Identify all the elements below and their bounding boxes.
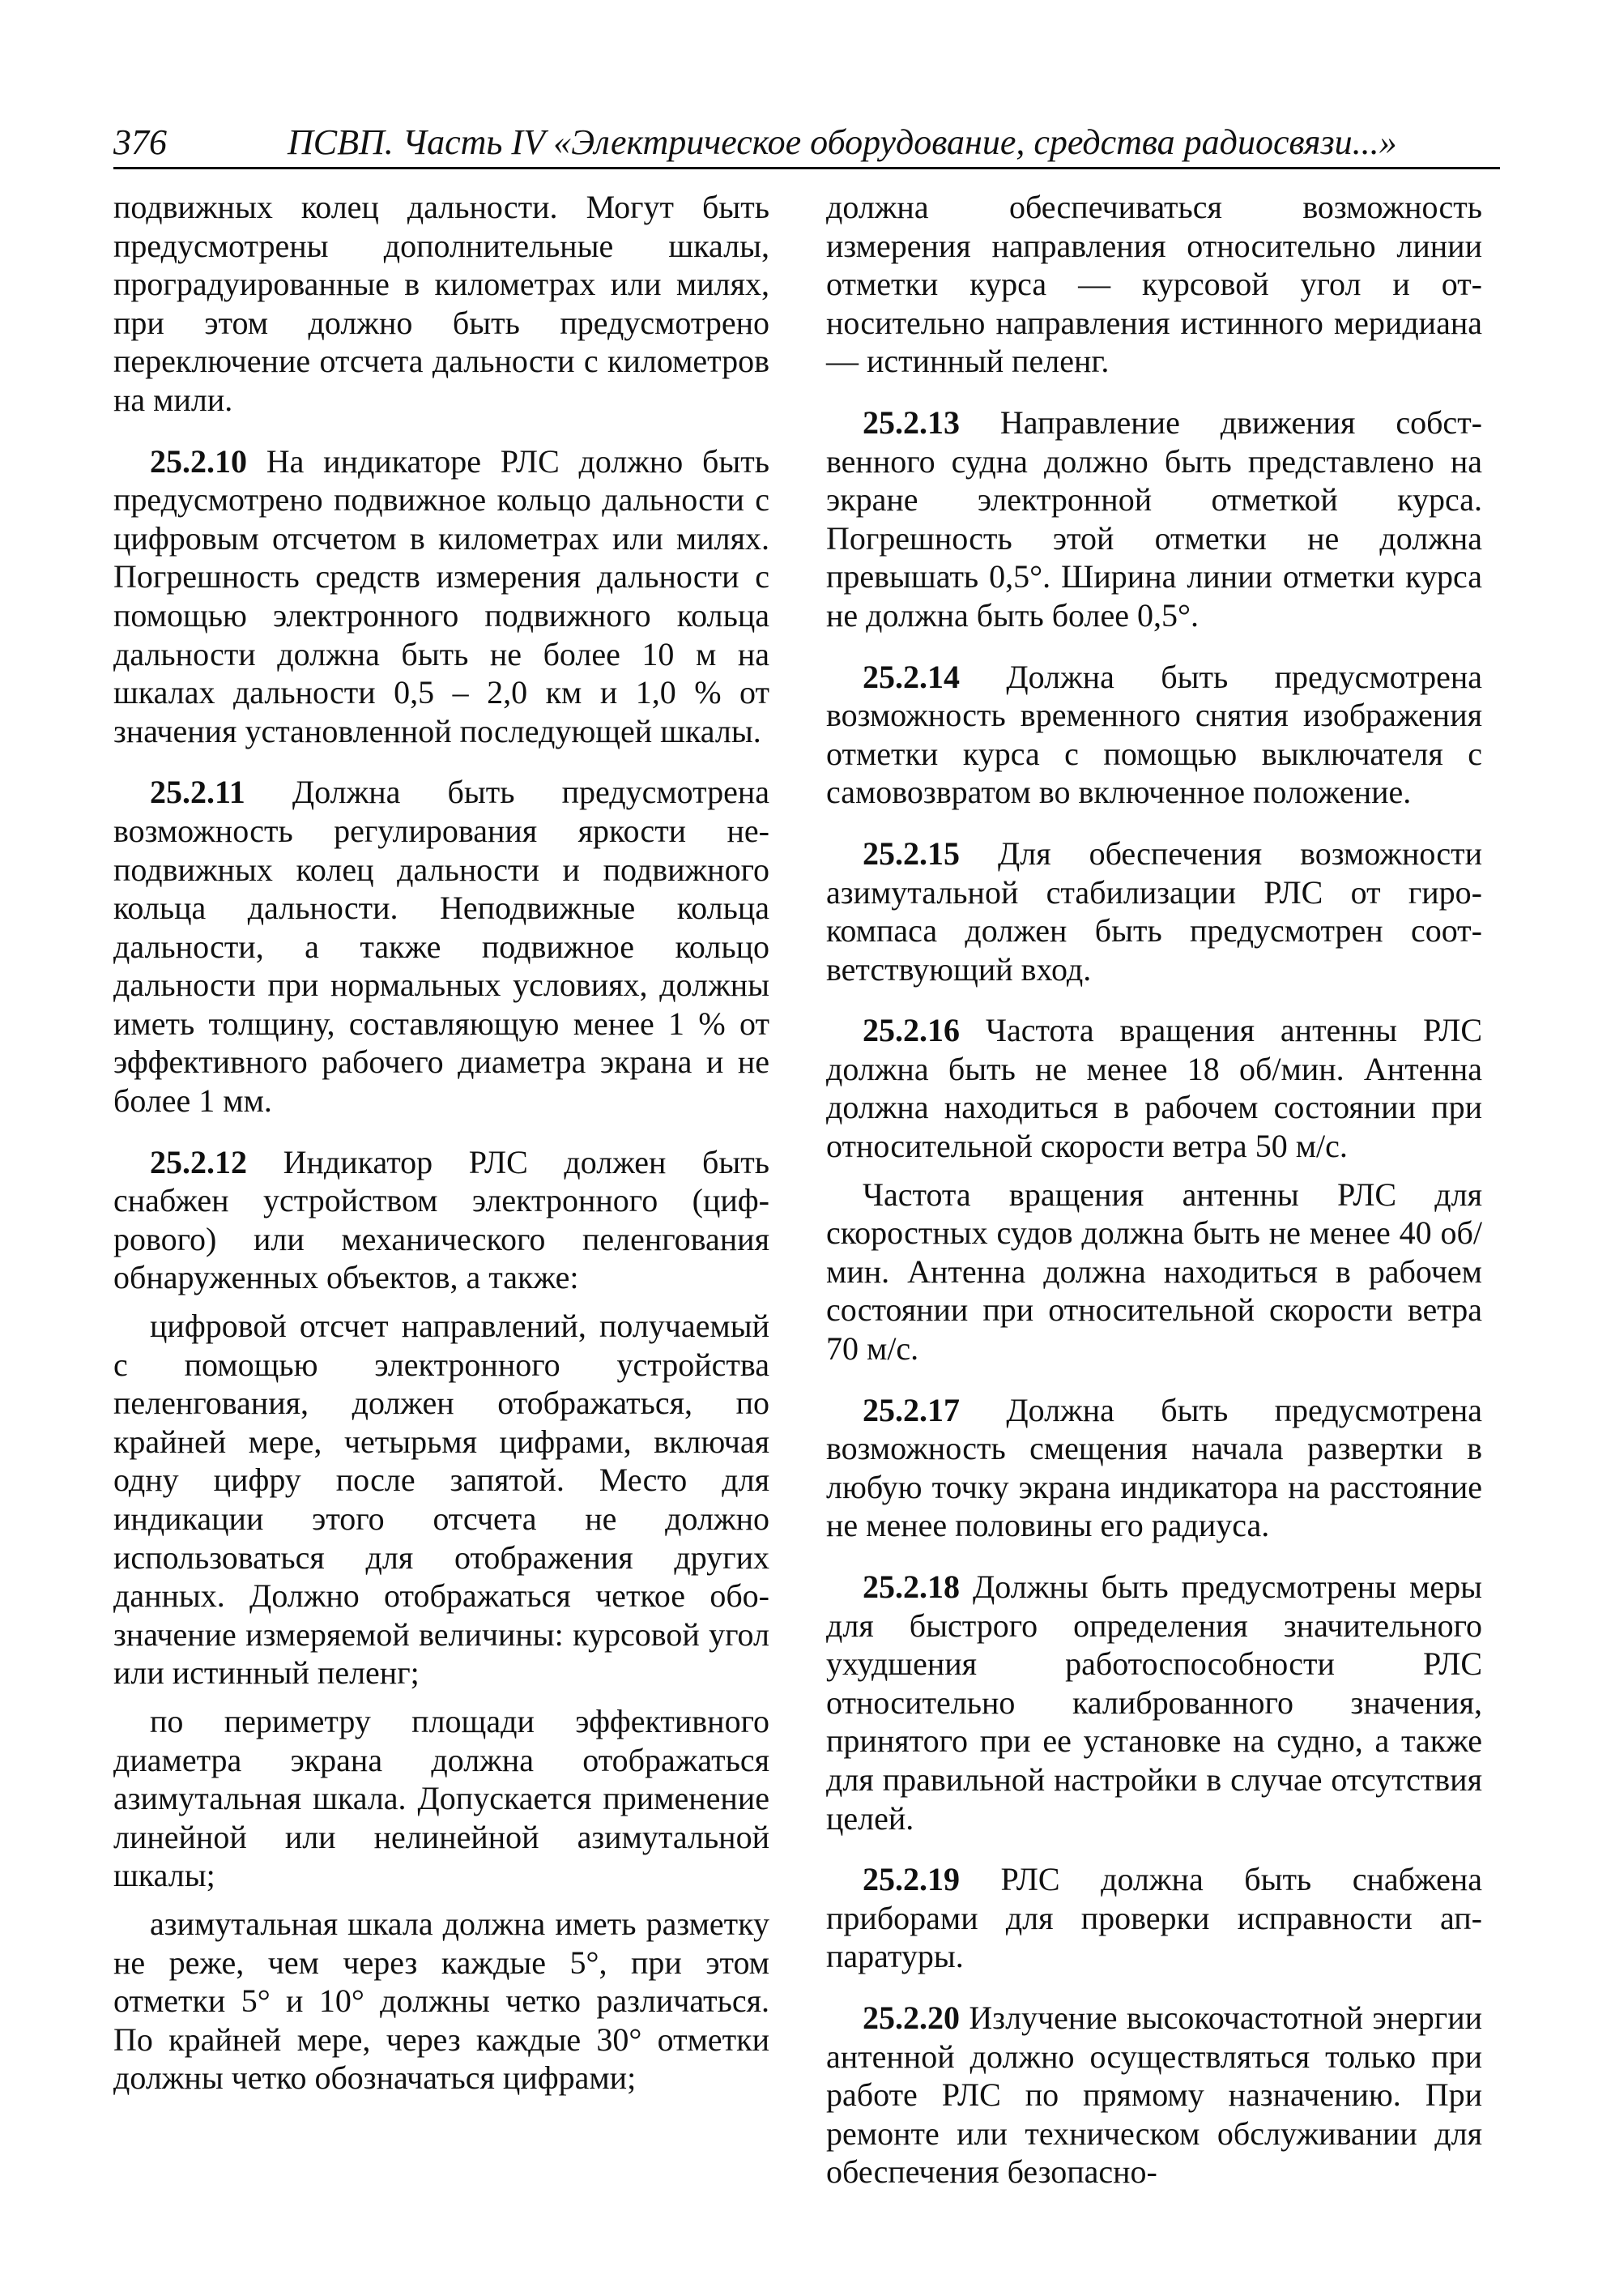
section-25-2-17 (826, 1391, 1482, 1545)
section-text: Должна быть предусмотрена возможность смещения начала развертки в любую точку экрана индикатора на расстояние не менее половины его радиуса. (826, 1391, 1482, 1544)
list-item: цифровой отсчет направлений, получаемый с помощью электронного устройства пеленгования, должен отображаться, по крайней мере, четырьмя цифрами, включая одну цифру после запятой. Место для индикации этого отсчета не должно использоваться для отображения других данных. Должно отображаться четкое обозначение измеряемой величины: курсовой угол или истинный пеленг; (113, 1308, 769, 1692)
right-column (826, 188, 1482, 2191)
section-number: 25.2.14 (863, 658, 960, 695)
section-text: РЛС должна быть снабжена приборами для проверки исправности аппаратуры. (826, 1861, 1482, 1975)
running-title: ПСВП. Часть IV «Электрическое оборудование, средства радиосвязи...» (288, 122, 1397, 162)
section-number: 25.2.17 (863, 1391, 960, 1428)
list-item: азимутальная шкала должна иметь разметку не реже, чем через каждые 5°, при этом отметки 5° и 10° должны четко различаться. По крайней мере, через каждые 30° отметки должны четко обозначаться цифрами; (113, 1905, 769, 2097)
section-25-2-15 (826, 834, 1482, 988)
running-header (113, 118, 1500, 169)
section-number: 25.2.19 (863, 1861, 960, 1898)
page-number: 376 (113, 122, 167, 162)
section-25-2-12 (113, 1143, 769, 1297)
section-text: Для обеспечения возможности азимутальной стабилизации РЛС от гирокомпаса должен быть предусмотрен соответствующий вход. (826, 834, 1483, 988)
section-number: 25.2.16 (863, 1012, 960, 1049)
section-text: Должна быть предусмотрена возможность регулирования яркости неподвижных колец дальности и подвижного кольца дальности. Неподвижные кольца дальности, а также подвижное кольцо дальности при нормальных условиях, должны иметь толщину, составляющую менее 1 % от эффективного рабочего диаметра экрана и не более 1 мм. (113, 774, 769, 1120)
section-number: 25.2.13 (863, 403, 960, 441)
section-text: Направление движения собственного судна должно быть представлено на экране электронной отметкой курса. Погрешность этой отметки не должна превышать 0,5°. Ширина линии отметки курса не должна быть более 0,5°. (826, 403, 1482, 634)
section-number: 25.2.15 (863, 834, 960, 872)
section-text: Частота вращения антенны РЛС должна быть не менее 18 об/мин. Антенна должна находиться в рабочем состоянии при относительной скорости ветра 50 м/с. (826, 1012, 1482, 1165)
list-item: по периметру площади эффективного диаметра экрана должна отображаться азимутальная шкала. Допускается применение линейной или нелинейной азимутальной шкалы; (113, 1702, 769, 1894)
section-25-2-14 (826, 658, 1482, 812)
section-25-2-18 (826, 1568, 1482, 1837)
section-25-2-10 (113, 442, 769, 751)
continued-paragraph: должна обеспечиваться возможность измерения направления относительно линии отметки курса — курсовой угол и относительно направления истинного меридиана — истинный пеленг. (826, 189, 1482, 380)
section-number: 25.2.11 (150, 774, 245, 811)
section-25-2-16 (826, 1011, 1482, 1165)
section-25-2-16-paragraph-2: Частота вращения антенны РЛС для скоростных судов должна быть не менее 40 об/мин. Антенна должна находиться в рабочем состоянии при относительной скорости ветра 70 м/с. (826, 1176, 1482, 1368)
left-column (113, 188, 769, 2098)
section-number: 25.2.10 (150, 442, 247, 480)
section-number: 25.2.20 (863, 1999, 960, 2036)
section-number: 25.2.12 (150, 1143, 247, 1180)
section-25-2-11 (113, 773, 769, 1120)
section-25-2-20 (826, 1999, 1482, 2191)
section-text: Индикатор РЛС должен быть снабжен устройством электронного (цифрового) или механического пеленгования обнаруженных объектов, а также: (113, 1143, 770, 1296)
section-text: Должна быть предусмотрена возможность временного снятия изображения отметки курса с помощью выключателя с самовозвратом во включенное положение. (826, 658, 1482, 811)
section-25-2-13 (826, 403, 1482, 635)
section-25-2-19 (826, 1860, 1482, 1976)
section-number: 25.2.18 (863, 1568, 960, 1605)
continued-paragraph: подвижных колец дальности. Могут быть предусмотрены дополнительные шкалы, проградуированные в километрах или милях, при этом должно быть предусмотрено переключение отсчета дальности с километров на мили. (113, 189, 769, 418)
section-text: На индикаторе РЛС должно быть предусмотрено подвижное кольцо дальности с цифровым отсчетом в километрах или милях. Погрешность средств измерения дальности с помощью электронного подвижного кольца дальности должна быть не более 10 м на шкалах дальности 0,5 – 2,0 км и 1,0 % от значения установленной последующей шкалы. (113, 442, 770, 749)
section-text: Должны быть предусмотрены меры для быстрого определения значительного ухудшения работоспособности РЛС относительно калиброванного значения, принятого при ее установке на судно, а также для правильной настройки в случае отсутствия целей. (826, 1568, 1482, 1837)
section-text: Излучение высокочастотной энергии антенной должно осуществляться только при работе РЛС по прямому назначению. При ремонте или техническом обслуживании для обеспечения безопасно- (826, 1999, 1483, 2191)
